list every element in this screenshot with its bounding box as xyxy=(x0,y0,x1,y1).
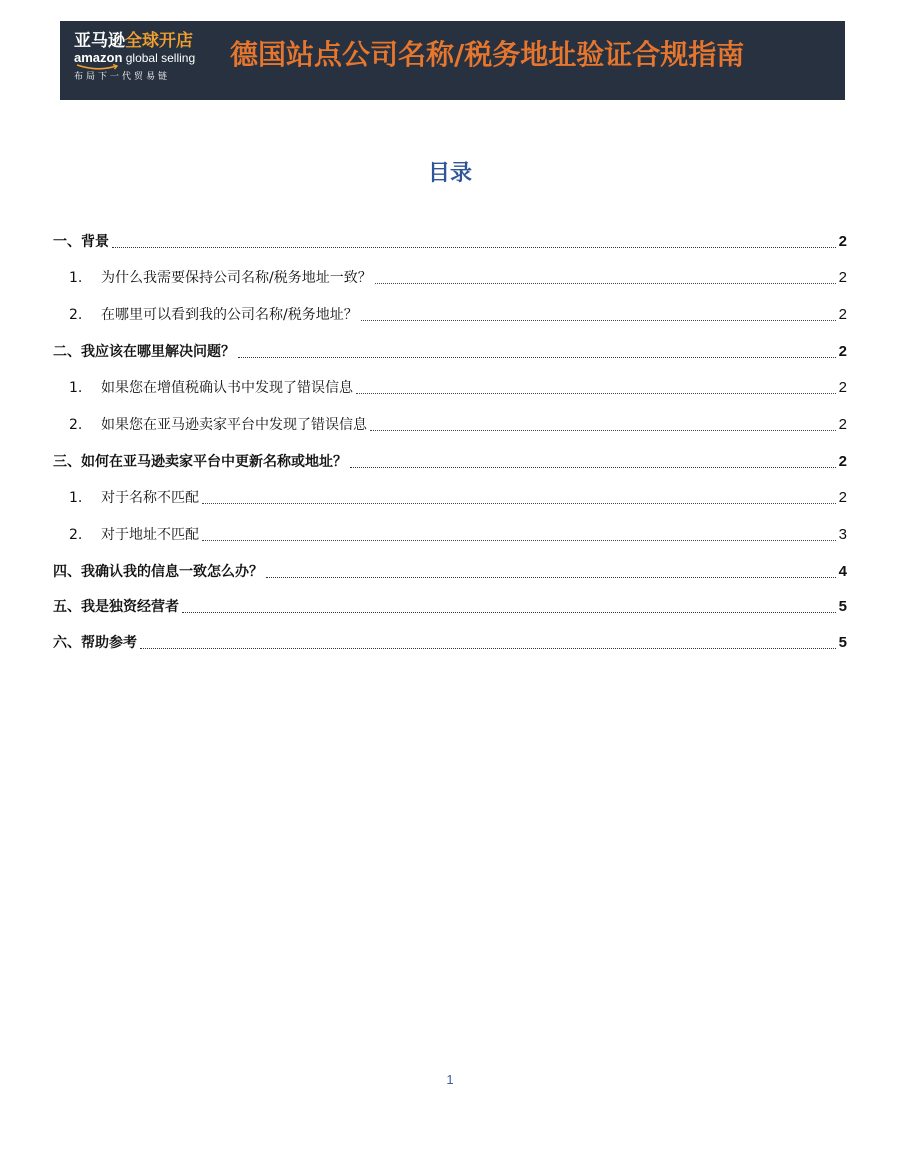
toc-entry-label: 在哪里可以看到我的公司名称/税务地址？ xyxy=(101,307,358,323)
toc-leader-dots xyxy=(112,247,836,248)
toc-leader-dots xyxy=(356,393,836,394)
toc-leader-dots xyxy=(202,540,836,541)
toc-entry-label: 六、帮助参考 xyxy=(53,635,137,651)
toc-leader-dots xyxy=(238,357,836,358)
page-number: 1 xyxy=(446,1072,454,1087)
toc-leader-dots xyxy=(375,283,836,284)
toc-entry-number: 1. xyxy=(69,270,83,286)
logo-cn-part1: 亚马逊 xyxy=(74,31,125,51)
toc-entry-address-mismatch[interactable] xyxy=(53,523,847,547)
toc-leader-dots xyxy=(361,320,836,321)
toc-entry-label: 四、我确认我的信息一致怎么办？ xyxy=(53,564,263,580)
toc-entry-number: 1. xyxy=(69,490,83,506)
toc-entry-where-to-see[interactable] xyxy=(53,303,847,327)
toc-entry-page: 5 xyxy=(838,598,847,615)
logo-tagline: 布局下一代贸易链 xyxy=(74,72,171,82)
toc-entry-page: 2 xyxy=(838,453,847,470)
amazon-global-selling-logo xyxy=(74,31,224,91)
toc-entry-label: 一、背景 xyxy=(53,234,109,250)
toc-entry-page: 3 xyxy=(838,526,847,543)
toc-leader-dots xyxy=(202,503,836,504)
toc-entry-label: 对于名称不匹配 xyxy=(101,490,199,506)
logo-en-bold: amazon xyxy=(74,50,123,65)
toc-entry-label: 五、我是独资经营者 xyxy=(53,599,179,615)
toc-entry-where-to-solve[interactable] xyxy=(53,340,847,364)
toc-entry-vat-error[interactable] xyxy=(53,376,847,400)
toc-entry-why-consistent[interactable] xyxy=(53,266,847,290)
toc-heading: 目录 xyxy=(427,161,472,186)
toc-leader-dots xyxy=(140,648,836,649)
toc-entry-page: 2 xyxy=(838,269,847,286)
toc-leader-dots xyxy=(350,467,836,468)
toc-entry-how-to-update[interactable] xyxy=(53,450,847,474)
toc-entry-page: 2 xyxy=(838,306,847,323)
toc-entry-number: 2. xyxy=(69,417,83,433)
toc-entry-background[interactable] xyxy=(53,230,847,254)
toc-entry-page: 2 xyxy=(838,379,847,396)
toc-leader-dots xyxy=(370,430,836,431)
toc-entry-label: 三、如何在亚马逊卖家平台中更新名称或地址？ xyxy=(53,454,347,470)
logo-english-text xyxy=(74,51,224,65)
toc-entry-info-consistent[interactable] xyxy=(53,560,847,584)
toc-entry-number: 1. xyxy=(69,380,83,396)
toc-entry-page: 5 xyxy=(838,634,847,651)
toc-entry-number: 2. xyxy=(69,527,83,543)
toc-entry-page: 2 xyxy=(838,343,847,360)
toc-entry-label: 如果您在增值税确认书中发现了错误信息 xyxy=(101,380,353,396)
document-title: 德国站点公司名称/税务地址验证合规指南 xyxy=(230,38,745,71)
toc-leader-dots xyxy=(266,577,836,578)
toc-entry-number: 2. xyxy=(69,307,83,323)
toc-leader-dots xyxy=(182,612,836,613)
toc-entry-label: 为什么我需要保持公司名称/税务地址一致？ xyxy=(101,270,372,286)
toc-entry-name-mismatch[interactable] xyxy=(53,486,847,510)
logo-en-rest: global selling xyxy=(122,51,196,65)
logo-cn-part2: 全球开店 xyxy=(125,31,193,51)
toc-entry-label: 对于地址不匹配 xyxy=(101,527,199,543)
toc-entry-page: 2 xyxy=(838,233,847,250)
toc-entry-seller-central-error[interactable] xyxy=(53,413,847,437)
amazon-smile-icon xyxy=(76,64,120,71)
toc-entry-label: 如果您在亚马逊卖家平台中发现了错误信息 xyxy=(101,417,367,433)
toc-entry-help-reference[interactable] xyxy=(53,631,847,655)
toc-entry-page: 2 xyxy=(838,416,847,433)
toc-entry-label: 二、我应该在哪里解决问题？ xyxy=(53,344,235,360)
toc-entry-page: 2 xyxy=(838,489,847,506)
toc-entry-page: 4 xyxy=(838,563,847,580)
logo-chinese-text xyxy=(74,31,224,51)
document-header-banner xyxy=(60,21,845,100)
toc-entry-sole-proprietor[interactable] xyxy=(53,595,847,619)
